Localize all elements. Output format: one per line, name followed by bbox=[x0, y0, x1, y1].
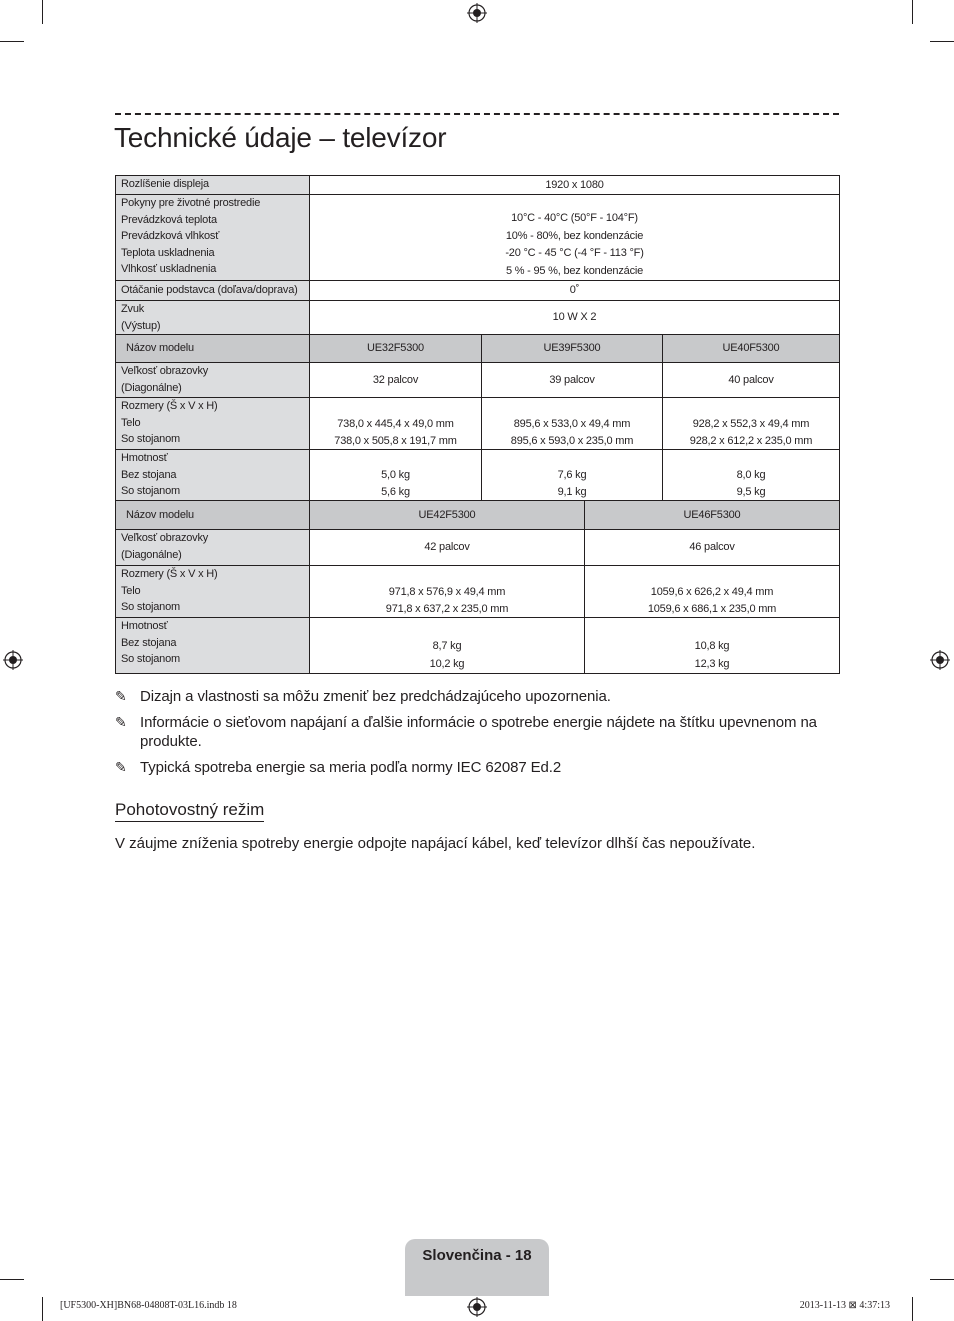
section-heading: Pohotovostný režim bbox=[115, 800, 264, 822]
screen-size: 42 palcov bbox=[310, 530, 585, 566]
weight: 8,7 kg 10,2 kg bbox=[310, 618, 585, 674]
general-spec-table bbox=[115, 175, 840, 335]
table-row bbox=[116, 301, 840, 335]
model-name: UE46F5300 bbox=[585, 501, 840, 530]
dimensions: 1059,6 x 626,2 x 49,4 mm 1059,6 x 686,1 x 235,0 mm bbox=[585, 566, 840, 618]
spec-label: Veľkosť obrazovky (Diagonálne) bbox=[116, 530, 310, 566]
model-spec-table-2 bbox=[115, 500, 840, 674]
spec-label: Pokyny pre životné prostredie Prevádzková teplota Prevádzková vlhkosť Teplota uskladnenia Vlhkosť uskladnenia bbox=[116, 195, 310, 281]
table-row bbox=[116, 530, 840, 566]
crop-mark bbox=[42, 1297, 43, 1321]
crop-mark bbox=[912, 0, 913, 24]
pencil-note-icon: ✎ bbox=[115, 714, 127, 730]
model-name: UE32F5300 bbox=[310, 335, 482, 363]
model-label: Názov modelu bbox=[116, 501, 310, 530]
crop-mark bbox=[912, 1297, 913, 1321]
footer-file-info: [UF5300-XH]BN68-04808T-03L16.indb 18 bbox=[60, 1300, 237, 1311]
model-row bbox=[116, 501, 840, 530]
section-body: V záujme zníženia spotreby energie odpojte napájací kábel, keď televízor dlhší čas nepoužívate. bbox=[115, 835, 756, 852]
spec-label: Rozmery (Š x V x H) Telo So stojanom bbox=[116, 398, 310, 450]
spec-value: 10 W X 2 bbox=[310, 301, 840, 335]
screen-size: 32 palcov bbox=[310, 363, 482, 398]
screen-size: 39 palcov bbox=[482, 363, 663, 398]
note-item: ✎ Typická spotreba energie sa meria podľa normy IEC 62087 Ed.2 bbox=[115, 759, 562, 776]
table-row bbox=[116, 450, 840, 501]
crop-mark bbox=[930, 1279, 954, 1280]
table-row bbox=[116, 176, 840, 195]
spec-label: Hmotnosť Bez stojana So stojanom bbox=[116, 618, 310, 674]
crop-mark bbox=[930, 41, 954, 42]
pencil-note-icon: ✎ bbox=[115, 688, 127, 704]
spec-value: 1920 x 1080 bbox=[310, 176, 840, 195]
spec-label: Veľkosť obrazovky (Diagonálne) bbox=[116, 363, 310, 398]
spec-label: Zvuk (Výstup) bbox=[116, 301, 310, 335]
note-item: ✎ Dizajn a vlastnosti sa môžu zmeniť bez predchádzajúceho upozornenia. bbox=[115, 688, 611, 705]
model-row bbox=[116, 335, 840, 363]
dimensions: 895,6 x 533,0 x 49,4 mm 895,6 x 593,0 x 235,0 mm bbox=[482, 398, 663, 450]
weight: 10,8 kg 12,3 kg bbox=[585, 618, 840, 674]
screen-size: 40 palcov bbox=[663, 363, 840, 398]
dimensions: 971,8 x 576,9 x 49,4 mm 971,8 x 637,2 x 235,0 mm bbox=[310, 566, 585, 618]
model-name: UE42F5300 bbox=[310, 501, 585, 530]
table-row bbox=[116, 195, 840, 281]
spec-label: Rozlíšenie displeja bbox=[116, 176, 310, 195]
weight: 5,0 kg 5,6 kg bbox=[310, 450, 482, 501]
table-row bbox=[116, 281, 840, 301]
crop-mark bbox=[42, 0, 43, 24]
note-item: ✎ Informácie o sieťovom napájaní a ďalšie informácie o spotrebe energie nájdete na štítku upevnenom na produkte. bbox=[115, 714, 817, 750]
spec-value: 10°C - 40°C (50°F - 104°F) 10% - 80%, bez kondenzácie -20 °C - 45 °C (-4 °F - 113 °F) 5 % - 95 %, bez kondenzácie bbox=[310, 195, 840, 281]
spec-label: Rozmery (Š x V x H) Telo So stojanom bbox=[116, 566, 310, 618]
model-label: Názov modelu bbox=[116, 335, 310, 363]
spec-value: 0˚ bbox=[310, 281, 840, 301]
page-title: Technické údaje – televízor bbox=[114, 122, 447, 153]
registration-mark-icon bbox=[467, 1297, 487, 1317]
registration-mark-icon bbox=[3, 650, 23, 670]
table-row bbox=[116, 398, 840, 450]
model-name: UE39F5300 bbox=[482, 335, 663, 363]
notes-list bbox=[115, 687, 839, 784]
table-row bbox=[116, 618, 840, 674]
dimensions: 928,2 x 552,3 x 49,4 mm 928,2 x 612,2 x 235,0 mm bbox=[663, 398, 840, 450]
screen-size: 46 palcov bbox=[585, 530, 840, 566]
weight: 7,6 kg 9,1 kg bbox=[482, 450, 663, 501]
registration-mark-icon bbox=[467, 3, 487, 23]
table-row bbox=[116, 566, 840, 618]
spec-label: Hmotnosť Bez stojana So stojanom bbox=[116, 450, 310, 501]
footer-timestamp: 2013-11-13 ⊠ 4:37:13 bbox=[799, 1300, 890, 1311]
registration-mark-icon bbox=[930, 650, 950, 670]
page-number-tab bbox=[405, 1239, 549, 1296]
title-dashed-rule bbox=[115, 113, 839, 115]
table-row bbox=[116, 363, 840, 398]
pencil-note-icon: ✎ bbox=[115, 759, 127, 775]
model-spec-table-1 bbox=[115, 334, 840, 501]
crop-mark bbox=[0, 41, 24, 42]
crop-mark bbox=[0, 1279, 24, 1280]
weight: 8,0 kg 9,5 kg bbox=[663, 450, 840, 501]
dimensions: 738,0 x 445,4 x 49,0 mm 738,0 x 505,8 x 191,7 mm bbox=[310, 398, 482, 450]
model-name: UE40F5300 bbox=[663, 335, 840, 363]
page-number: Slovenčina - 18 bbox=[422, 1247, 532, 1264]
spec-label: Otáčanie podstavca (doľava/doprava) bbox=[116, 281, 310, 301]
